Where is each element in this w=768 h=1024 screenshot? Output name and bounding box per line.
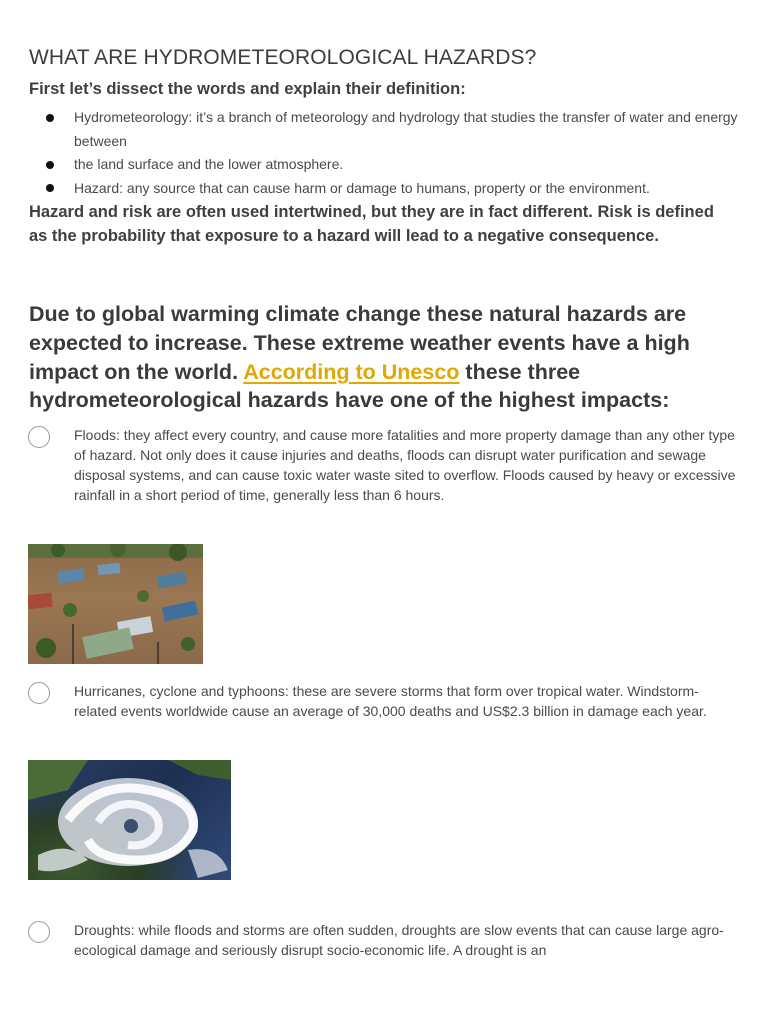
hurricane-satellite-photo — [28, 760, 231, 880]
bullet-icon — [46, 184, 54, 192]
hazard-text: Droughts: while floods and storms are often sudden, droughts are slow events that can cause large agro-ecological damage and seriously disrupt socio-economic life. A drought is an — [74, 922, 724, 958]
risk-paragraph: Hazard and risk are often used intertwined, but they are in fact different. Risk is defined as the probability that exposure to a hazard will lead to a negative consequence. — [29, 203, 714, 245]
page-title: WHAT ARE HYDROMETEOROLOGICAL HAZARDS? — [29, 46, 537, 69]
unesco-link[interactable]: According to Unesco — [243, 359, 460, 384]
flood-photo-icon — [28, 544, 203, 664]
definition-list — [29, 106, 749, 200]
impact-paragraph — [29, 300, 749, 415]
definition-text: Hazard: any source that can cause harm or damage to humans, property or the environment. — [74, 179, 650, 196]
list-item — [29, 177, 749, 201]
hazard-text: Floods: they affect every country, and cause more fatalities and more property damage than any other type of hazard. Not only does it cause injuries and deaths, floods can disrupt water purification and sewage disposal systems, and can cause toxic water waste sited to overflow. Floods caused by heavy or excessive rainfall in a short period of time, generally less than 6 hours. — [74, 427, 736, 503]
hazard-text: Hurricanes, cyclone and typhoons: these are severe storms that form over tropical water. Windstorm-related events worldwide cause an average of 30,000 deaths and US$2.3 billion in damage each year. — [74, 683, 707, 719]
impact-text-start: Due to global warming climate change these natural hazards are expected to increase. These extreme weather events have a high impact on the world. — [29, 302, 690, 384]
checkbox-circle[interactable] — [28, 682, 50, 704]
definition-text: the land surface and the lower atmosphere. — [74, 156, 344, 172]
bullet-icon — [46, 161, 54, 169]
intro-text: First let’s dissect the words and explain their definition: — [29, 80, 466, 98]
flood-photo — [28, 544, 203, 664]
list-item — [29, 106, 749, 153]
checkbox-circle[interactable] — [28, 426, 50, 448]
impact-text-end: these three hydrometeorological hazards have one of the highest impacts: — [29, 359, 670, 413]
list-item — [29, 153, 749, 177]
hurricane-photo-icon — [28, 760, 231, 880]
checkbox-circle[interactable] — [28, 921, 50, 943]
bullet-icon — [46, 114, 54, 122]
definition-text: Hydrometeorology: it’s a branch of meteorology and hydrology that studies the transfer of water and energy between — [74, 109, 738, 149]
